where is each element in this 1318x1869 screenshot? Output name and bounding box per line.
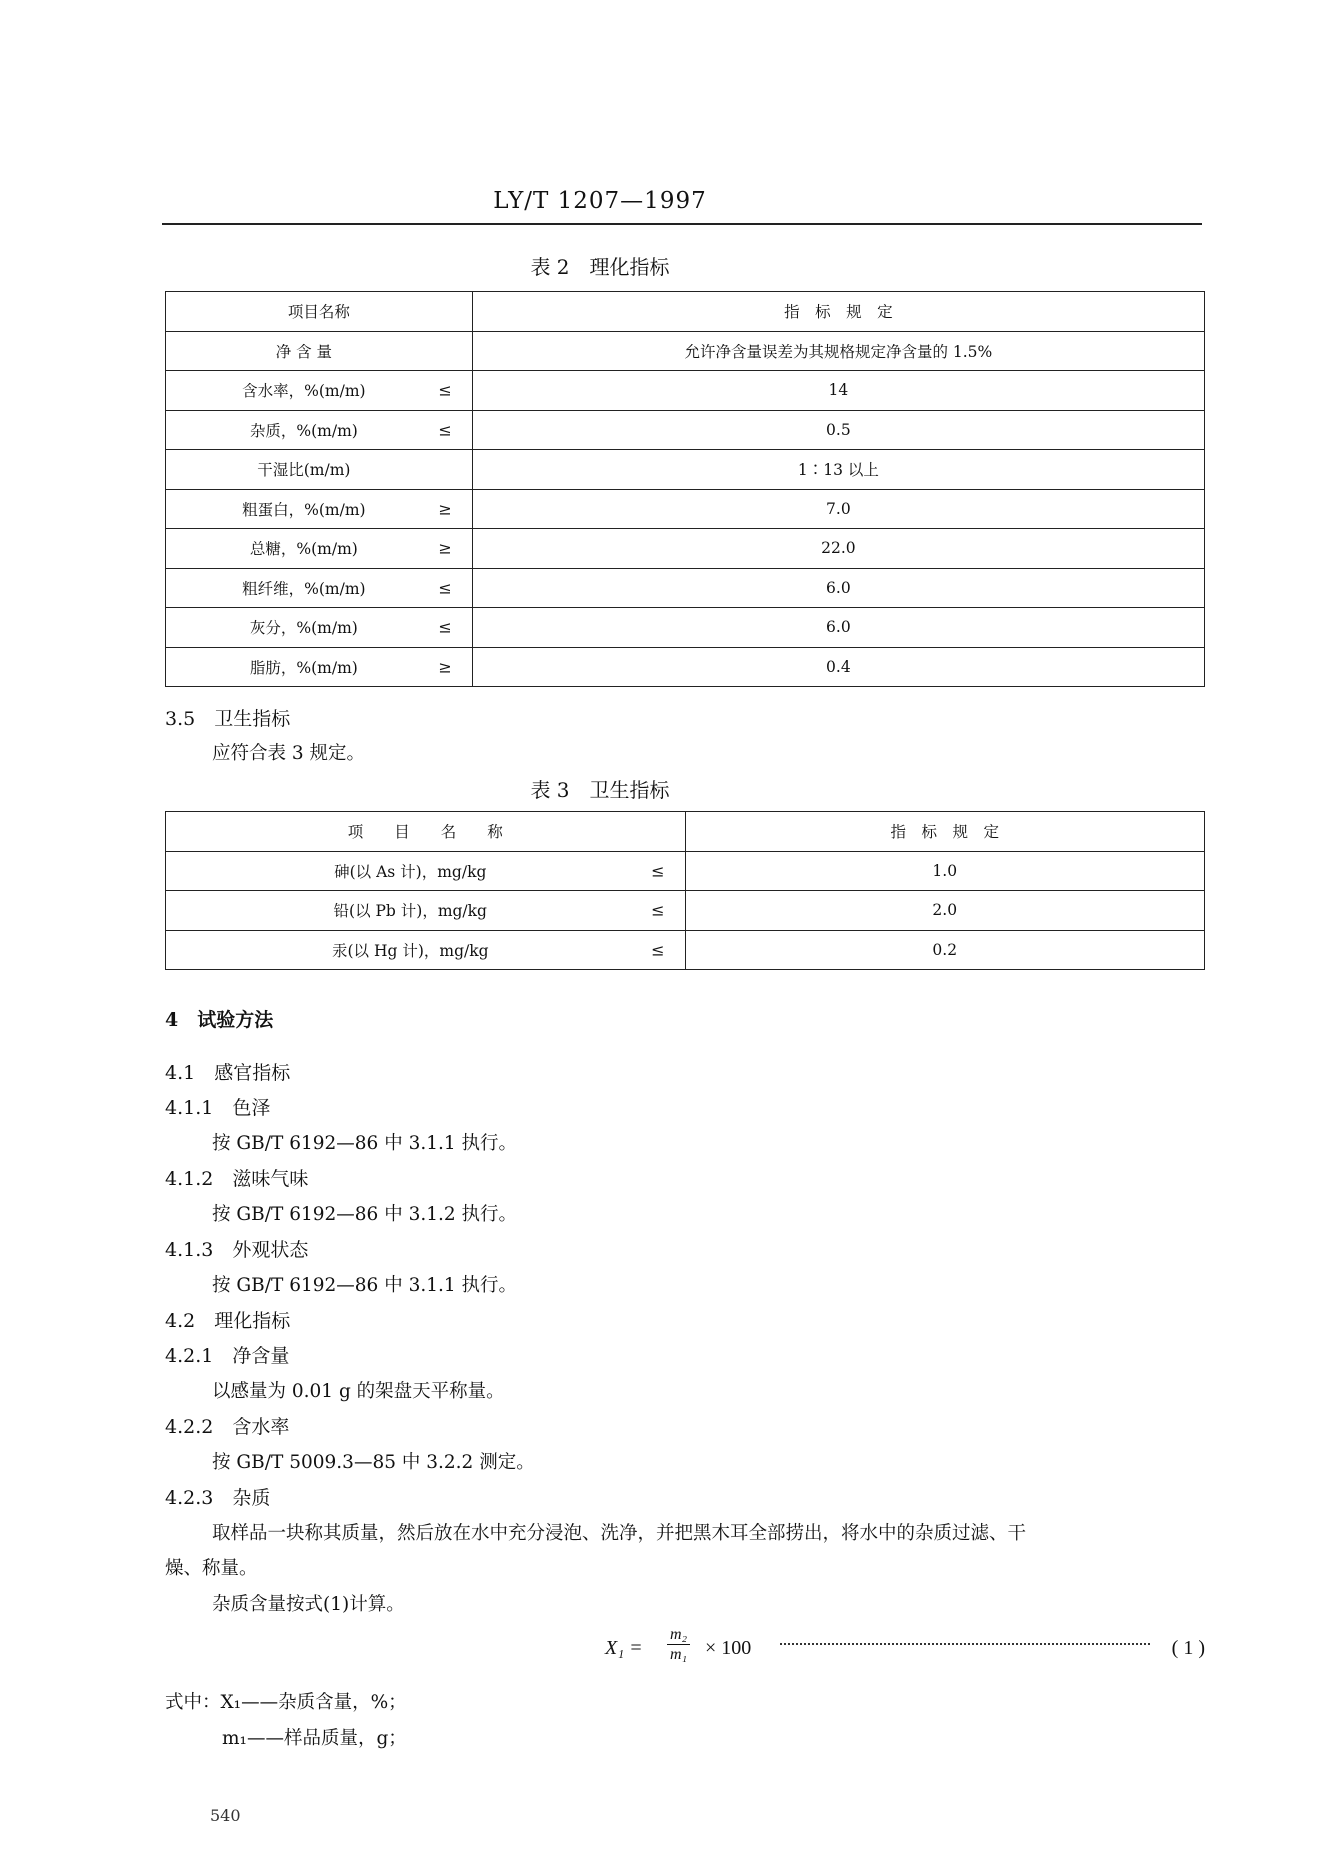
table2-row [166,489,1205,529]
table2-item-name-cell [166,489,473,529]
standard-code-header: LY/T 1207—1997 [493,188,707,214]
table2-item-value: 允许净含量误差为其规格规定净含量的 1.5% [472,331,1204,371]
table2-row [166,608,1205,648]
table2-item-value: 7.0 [472,489,1204,529]
table3-row [166,891,1205,931]
table2-item-name: 含水率，%(m/m) [242,382,366,401]
formula-lhs: X₁ = [605,1637,643,1659]
table3-comparison-sign: ≤ [651,900,665,920]
header-rule [162,223,1202,225]
table2-comparison-sign: ≥ [438,538,452,558]
section-4-1-3-text: 按 GB/T 6192—86 中 3.1.1 执行。 [212,1275,518,1296]
table3-item-name: 汞(以 Hg 计)，mg/kg [331,941,489,960]
table3-header-spec: 指 标 规 定 [685,812,1204,852]
section-4-1-3-heading: 4.1.3 外观状态 [165,1239,309,1261]
table2-item-name: 粗纤维，%(m/m) [242,579,366,598]
table2-row [166,647,1205,687]
section-4-2-1-text: 以感量为 0.01 g 的架盘天平称量。 [212,1381,505,1402]
section-3-5-heading: 3.5 卫生指标 [165,708,291,730]
section-4-2-1-heading: 4.2.1 净含量 [165,1345,290,1367]
section-4-2-2-text: 按 GB/T 5009.3—85 中 3.2.2 测定。 [212,1452,535,1473]
table3-row [166,930,1205,970]
table2-item-value: 1∶13 以上 [472,450,1204,490]
where-line-2: m₁——样品质量，g； [222,1728,407,1749]
section-4-1-1-text: 按 GB/T 6192—86 中 3.1.1 执行。 [212,1133,518,1154]
table2-header-name: 项目名称 [166,292,473,332]
table2-comparison-sign: ≥ [438,657,452,677]
section-3-5-text: 应符合表 3 规定。 [212,743,366,764]
table2-item-name: 总糖，%(m/m) [249,540,358,559]
formula-number: ( 1 ) [1171,1637,1205,1659]
table2-item-name-cell [166,568,473,608]
table3-header-name: 项 目 名 称 [166,812,686,852]
section-4-2-3-text-line1: 取样品一块称其质量，然后放在水中充分浸泡、洗净，并把黑木耳全部捞出，将水中的杂质过滤、干 [212,1523,1027,1544]
table3 [165,811,1205,970]
table3-caption: 表 3 卫生指标 [530,778,670,802]
table2-header-spec: 指 标 规 定 [472,292,1204,332]
table2 [165,291,1205,687]
table2-comparison-sign: ≤ [438,617,452,637]
table3-item-value: 2.0 [685,891,1204,931]
table2-item-value: 0.4 [472,647,1204,687]
table2-comparison-sign: ≤ [438,420,452,440]
table2-row [166,371,1205,411]
table2-item-name: 脂肪，%(m/m) [249,658,358,677]
table2-item-name: 杂质，%(m/m) [249,421,358,440]
table2-item-value: 22.0 [472,529,1204,569]
table2-row [166,410,1205,450]
section-4-1-heading: 4.1 感官指标 [165,1062,291,1084]
table2-item-name: 粗蛋白，%(m/m) [242,500,366,519]
table2-item-name-cell [166,371,473,411]
table2-caption: 表 2 理化指标 [530,255,670,279]
table3-item-value: 0.2 [685,930,1204,970]
table2-item-value: 6.0 [472,568,1204,608]
table3-comparison-sign: ≤ [651,861,665,881]
section-4-2-3-text-line2: 燥、称量。 [165,1558,258,1579]
table2-item-name: 净 含 量 [275,342,333,361]
section-4-2-3-text-line3: 杂质含量按式(1)计算。 [212,1594,405,1615]
table2-item-name: 干湿比(m/m) [257,461,351,480]
table2-item-name-cell [166,608,473,648]
table2-item-name-cell [166,647,473,687]
table2-item-name-cell [166,450,473,490]
formula-leader-dots [780,1643,1150,1645]
formula-denominator: m₁ [670,1646,688,1664]
table2-item-name-cell [166,410,473,450]
section-4-2-3-heading: 4.2.3 杂质 [165,1487,271,1509]
section-4-1-1-heading: 4.1.1 色泽 [165,1097,271,1119]
table2-comparison-sign: ≤ [438,578,452,598]
where-line-1: 式中：X₁——杂质含量，%； [165,1692,407,1713]
table3-item-name: 铅(以 Pb 计)，mg/kg [333,902,487,921]
table3-comparison-sign: ≤ [651,940,665,960]
section-4-2-2-heading: 4.2.2 含水率 [165,1416,290,1438]
table3-item-name-cell [166,930,686,970]
table2-item-name: 灰分，%(m/m) [249,619,358,638]
table2-row [166,450,1205,490]
section-4-2-heading: 4.2 理化指标 [165,1310,291,1332]
table2-header-row [166,292,1205,332]
formula-rhs: × 100 [705,1637,752,1659]
table2-comparison-sign: ≥ [438,499,452,519]
table2-item-value: 0.5 [472,410,1204,450]
table2-item-name-cell [166,331,473,371]
table3-header-row [166,812,1205,852]
section-4-1-2-text: 按 GB/T 6192—86 中 3.1.2 执行。 [212,1204,518,1225]
table2-item-value: 14 [472,371,1204,411]
table2-row [166,568,1205,608]
table3-item-name-cell [166,891,686,931]
table3-row [166,851,1205,891]
table2-row [166,331,1205,371]
page-number: 540 [210,1806,241,1825]
formula-numerator: m₂ [667,1625,690,1645]
table3-item-name: 砷(以 As 计)，mg/kg [334,862,487,881]
table2-comparison-sign: ≤ [438,380,452,400]
table2-row [166,529,1205,569]
formula-1 [605,1625,1205,1675]
table2-item-name-cell [166,529,473,569]
table3-item-value: 1.0 [685,851,1204,891]
section-4-heading: 4 试验方法 [165,1009,274,1031]
section-4-1-2-heading: 4.1.2 滋味气味 [165,1168,309,1190]
table3-item-name-cell [166,851,686,891]
formula-fraction [667,1625,690,1664]
table2-item-value: 6.0 [472,608,1204,648]
